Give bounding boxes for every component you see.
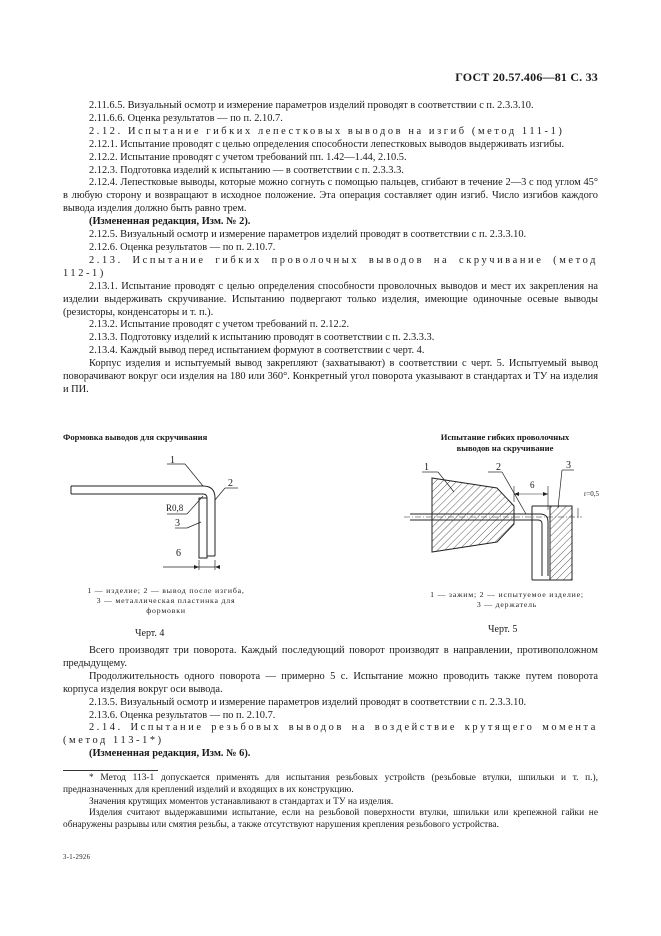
paragraph: 2.11.6.5. Визуальный осмотр и измерение параметров изделий проводят в соответствии с п. 2.3.3.10.	[89, 100, 534, 111]
fig5-label-dim: 6	[530, 480, 535, 490]
body-text-bottom	[63, 645, 598, 761]
fig4-title: Формовка выводов для скручивания	[63, 432, 208, 442]
paragraph: 2.11.6.6. Оценка результатов — по п. 2.10.7.	[89, 112, 283, 124]
footnote-text: * Метод 113-1 допускается применять для испытания резьбовых устройств (резьбовые втулки, шпильки и т. п.), предназначенных для креплений изделий и входящих в их конструкцию.	[63, 773, 598, 795]
fig4-legend: 1 — изделие; 2 — вывод после изгиба, 3 — металлическая пластинка для формовки	[87, 586, 245, 615]
paragraph: Корпус изделия и испытуемый вывод закрепляют (захватывают) в соответствии с черт. 5. Испытуемый вывод поворачивают вокруг оси изделия на 180 или 360°. Конкретный угол поворота указывают в стандартах и ТУ на изделия и ПИ.	[63, 358, 598, 395]
fig4-label-2: 2	[228, 478, 233, 489]
paragraph: Всего производят три поворота. Каждый последующий поворот производят в направлении, противоположном предыдущему.	[63, 645, 598, 669]
fig5-title: Испытание гибких проволочных выводов на скручивание	[440, 432, 570, 453]
paragraph: 2.13.6. Оценка результатов — по п. 2.10.7.	[89, 709, 276, 721]
body-text-top	[63, 100, 598, 397]
page-header: ГОСТ 20.57.406—81 С. 33	[455, 70, 598, 84]
fig5-label-radius: r=0,5	[584, 490, 600, 498]
fig5-caption: Черт. 5	[488, 624, 518, 635]
fig4-label-dim: 6	[176, 548, 181, 559]
fig5-drawing	[402, 458, 602, 586]
footnote-text: Значения крутящих моментов устанавливают в стандартах и ТУ на изделия.	[89, 796, 394, 807]
paragraph: 2.13.4. Каждый вывод перед испытанием формуют в соответствии с черт. 4.	[89, 345, 425, 357]
paragraph: 2.13.1. Испытание проводят с целью определения способности проволочных выводов и мест их закрепления на изделии выдерживать скручивание. Испытанию подвергают только изделия, имеющие одиночные осевые выводы (резисторы, конденсаторы и т. п.).	[63, 280, 598, 318]
section-heading: 2.14. Испытание резьбовых выводов на воздействие крутящего момента (метод 113-1*)	[63, 722, 598, 747]
fig4-caption: Черт. 4	[135, 628, 165, 639]
footnote-text: Изделия считают выдержавшими испытание, если на резьбовой поверхности втулки, шпильки или крепежной гайки не обнаружены разрывы или смятия резьбы, а также отсутствуют нарушения крепления резьбового устройства.	[63, 808, 598, 831]
section-heading: 2.12. Испытание гибких лепестковых выводов на изгиб (метод 111-1)	[89, 125, 565, 137]
paragraph: 2.12.4. Лепестковые выводы, которые можно согнуть с помощью пальцев, сгибают в течение 2—3 с под углом 45° в любую сторону и возвращают в исходное положение. Эта операция составляет один изгиб. Число изгибов каждого вывода изделия должно быть равно трем.	[63, 177, 598, 215]
footnotes	[63, 773, 598, 832]
section-heading: 2.13. Испытание гибких проволочных выводов на скручивание (метод 112-1)	[63, 254, 598, 279]
footnote-rule	[63, 770, 158, 771]
paragraph: 2.13.2. Испытание проводят с учетом требований п. 2.12.2.	[89, 319, 350, 331]
paragraph: 2.12.2. Испытание проводят с учетом требований пп. 1.42—1.44, 2.10.5.	[89, 151, 407, 163]
paragraph: 2.13.3. Подготовку изделий к испытанию проводят в соответствии с п. 2.3.3.3.	[89, 332, 435, 344]
paragraph: Продолжительность одного поворота — примерно 5 с. Испытание можно проводить также путем поворота корпуса изделия вокруг оси вывода.	[63, 670, 598, 695]
fig4-label-1: 1	[170, 455, 175, 466]
amendment-note: (Измененная редакция, Изм. № 2).	[89, 216, 251, 228]
amendment-note: (Измененная редакция, Изм. № 6).	[89, 748, 251, 760]
paragraph: 2.12.6. Оценка результатов — по п. 2.10.7.	[89, 241, 276, 253]
fig5-label-1: 1	[424, 462, 429, 473]
paragraph: 2.13.5. Визуальный осмотр и измерение параметров изделий проводят в соответствии с п. 2.3.3.10.	[89, 696, 527, 708]
paragraph: 2.12.3. Подготовка изделий к испытанию — в соответствии с п. 2.3.3.3.	[89, 164, 404, 176]
print-mark: 3-1-2926	[63, 854, 91, 861]
fig5-label-3: 3	[566, 460, 571, 471]
fig4-label-radius: R0,8	[166, 503, 184, 513]
fig4-drawing	[63, 448, 273, 578]
paragraph: 2.12.5. Визуальный осмотр и измерение параметров изделий проводят в соответствии с п. 2.3.3.10.	[89, 229, 527, 241]
fig5-legend: 1 — зажим; 2 — испытуемое изделие; 3 — держатель	[430, 590, 584, 609]
fig4-label-3: 3	[175, 518, 180, 529]
paragraph: 2.12.1. Испытание проводят с целью определения способности лепестковых выводов выдерживать изгибы.	[89, 138, 565, 150]
fig5-label-2: 2	[496, 462, 501, 473]
